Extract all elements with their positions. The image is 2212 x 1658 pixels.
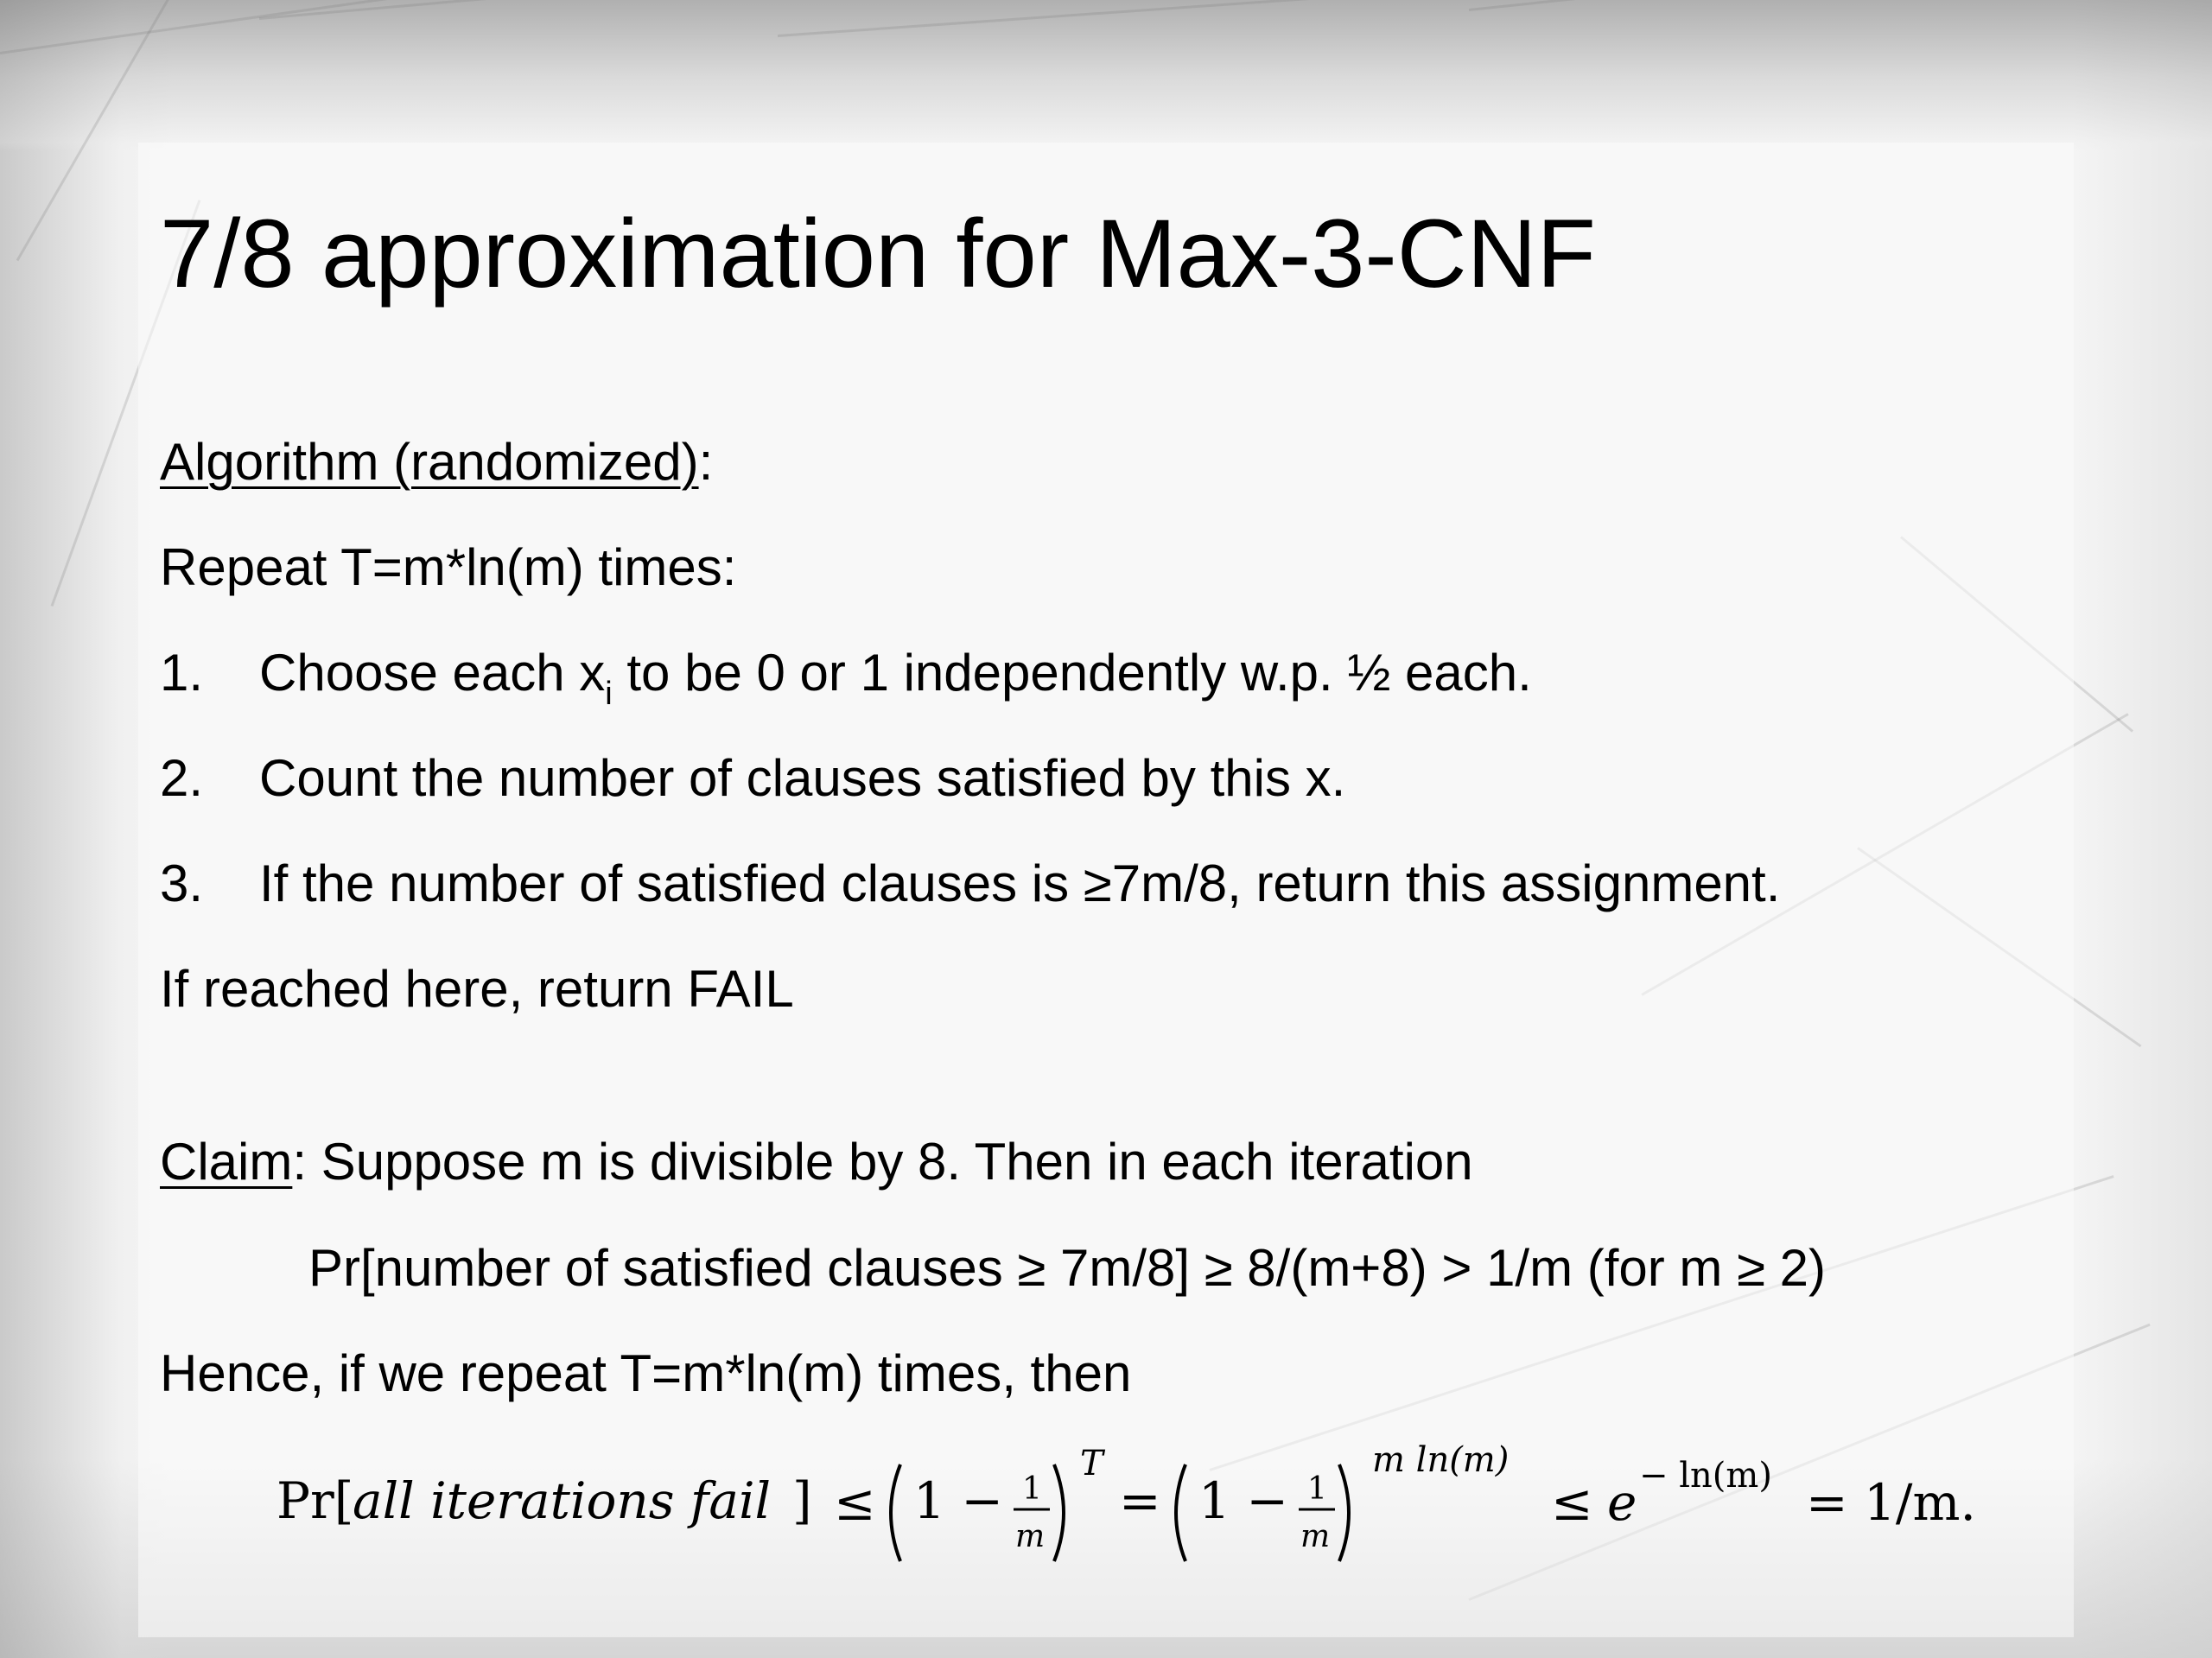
exponent-m-ln-m: m ln(m)	[1372, 1440, 1510, 1480]
probability-bound-formula	[276, 1430, 2091, 1568]
frac-num-2: 1	[1307, 1471, 1327, 1507]
right-paren-2	[1339, 1464, 1349, 1561]
claim-label: Claim	[160, 1133, 293, 1191]
step-text: If the number of satisfied clauses is ≥7m/8, return this assignment.	[259, 854, 1781, 912]
le-sign-2: ≤	[1551, 1473, 1593, 1532]
e-symbol: e	[1607, 1473, 1637, 1532]
result-text: = 1/m.	[1806, 1473, 1976, 1532]
fail-line: If reached here, return FAIL	[160, 960, 794, 1018]
equals-sign: =	[1119, 1471, 1161, 1530]
algorithm-heading-colon: :	[698, 433, 714, 491]
frac-den-1: m	[1015, 1519, 1046, 1554]
pr-close: ]	[792, 1471, 812, 1530]
step-number: 2.	[160, 749, 204, 807]
step-1	[160, 643, 1532, 714]
left-paren-2	[1176, 1464, 1185, 1561]
step-2	[160, 748, 1345, 808]
repeat-line: Repeat T=m*ln(m) times:	[160, 538, 737, 596]
hence-line: Hence, if we repeat T=m*ln(m) times, then	[160, 1344, 1132, 1402]
slide-title: 7/8 approximation for Max-3-CNF	[160, 200, 1596, 308]
step-text: Count the number of clauses satisfied by this x.	[259, 749, 1346, 807]
subscript: i	[605, 676, 613, 712]
claim-formula: Pr[number of satisfied clauses ≥ 7m/8] ≥ 8/(m+8) > 1/m (for m ≥ 2)	[308, 1239, 1827, 1297]
claim-line	[160, 1132, 1473, 1191]
pr-open: Pr[	[276, 1471, 354, 1530]
one-minus-2: 1 −	[1198, 1471, 1288, 1530]
one-minus-1: 1 −	[913, 1471, 1003, 1530]
frac-num-1: 1	[1022, 1471, 1042, 1507]
algorithm-heading	[160, 432, 713, 492]
step-number: 3.	[160, 854, 204, 912]
exponent-neg-ln-m: − ln(m)	[1639, 1456, 1772, 1496]
left-paren-1	[891, 1464, 900, 1561]
step-number: 1.	[160, 644, 204, 702]
step-3	[160, 854, 1780, 913]
frac-den-2: m	[1300, 1519, 1331, 1554]
exponent-t: T	[1080, 1444, 1103, 1483]
right-paren-1	[1054, 1464, 1064, 1561]
le-sign-1: ≤	[834, 1473, 876, 1532]
algorithm-heading-label: Algorithm (randomized)	[160, 433, 699, 491]
step-text-cont: to be 0 or 1 independently w.p. ½ each.	[612, 644, 1532, 702]
claim-text: : Suppose m is divisible by 8. Then in each iteration	[292, 1133, 1473, 1191]
step-text: Choose each x	[259, 644, 606, 702]
event-text: all iterations fail	[353, 1471, 772, 1530]
